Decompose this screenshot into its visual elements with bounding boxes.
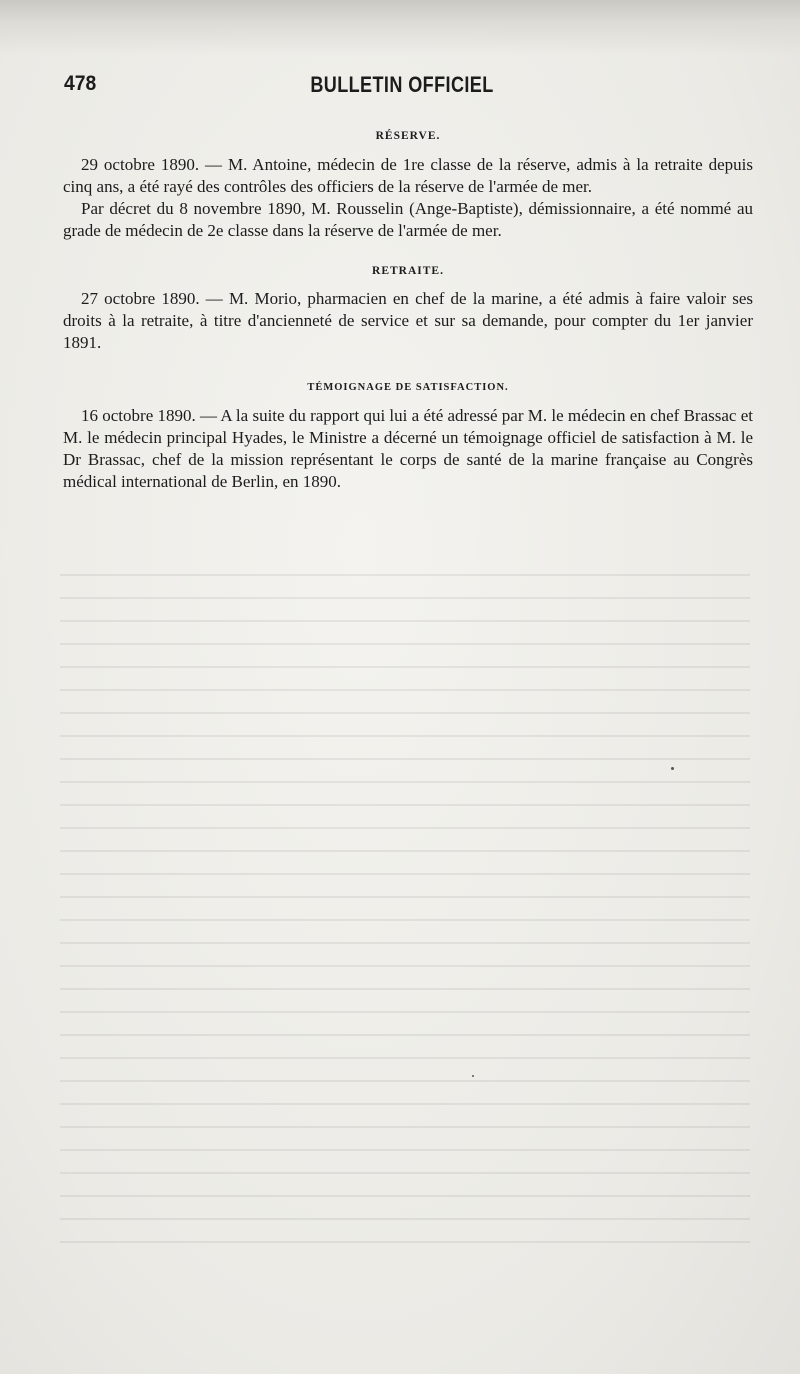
- running-title: BULLETIN OFFICIEL: [310, 72, 494, 97]
- paragraph: 29 octobre 1890. — M. Antoine, médecin de 1re classe de la réserve, admis à la retraite depuis cinq ans, a été rayé des contrôles des officiers de la réserve de l'armée de mer.: [63, 155, 753, 196]
- bleed-through-text: [60, 560, 750, 1260]
- paragraph: 27 octobre 1890. — M. Morio, pharmacien en chef de la marine, a été admis à faire valoir ses droits à la retraite, à titre d'ancienneté de service et sur sa demande, pour compter du 1er janvier 1891.: [63, 289, 753, 352]
- section-heading: TÉMOIGNAGE DE SATISFACTION.: [307, 382, 509, 393]
- section-retraite: [63, 265, 753, 354]
- paragraph: Par décret du 8 novembre 1890, M. Rousselin (Ange-Baptiste), démissionnaire, a été nommé au grade de médecin de 2e classe dans la réserve de l'armée de mer.: [63, 199, 753, 240]
- page-header: [64, 72, 740, 102]
- paragraph: 16 octobre 1890. — A la suite du rapport qui lui a été adressé par M. le médecin en chef Brassac et M. le médecin principal Hyades, le Ministre a décerné un témoignage officiel de satisfaction à M. le Dr Brassac, chef de la mission représentant le corps de santé de la marine française au Congrès médical international de Berlin, en 1890.: [63, 406, 753, 491]
- section-heading: RETRAITE.: [372, 265, 444, 277]
- section-reserve: [63, 130, 753, 242]
- scan-speck: [671, 767, 674, 770]
- scan-speck: [472, 1075, 474, 1077]
- scan-shadow: [0, 0, 800, 55]
- section-temoignage: [63, 382, 753, 493]
- page-number: 478: [64, 72, 97, 95]
- page-body: [63, 127, 753, 493]
- section-heading: RÉSERVE.: [375, 130, 441, 142]
